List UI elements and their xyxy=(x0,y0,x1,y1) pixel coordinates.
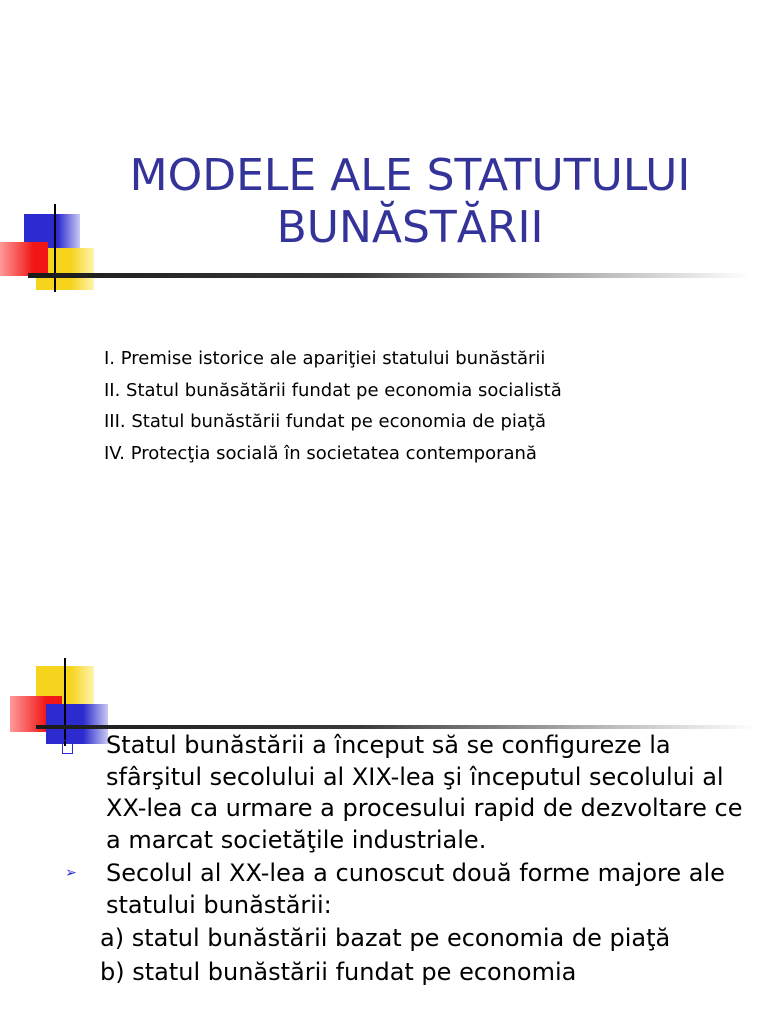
bullet-text: Secolul al XX-lea a cunoscut două forme majore ale statului bunăstării: xyxy=(106,859,725,919)
arrow-bullet-icon: ➢ xyxy=(65,865,77,881)
outline-item: II. Statul bunăsătării fundat pe economia socialistă xyxy=(104,379,562,401)
red-square xyxy=(0,242,48,276)
outline-item: IV. Protecţia socială în societatea contemporană xyxy=(104,442,537,464)
title-rule xyxy=(28,273,750,278)
sub-item: b) statul bunăstării fundat pe economia xyxy=(100,957,577,986)
sub-item: a) statul bunăstării bazat pe economia de piaţă xyxy=(100,924,671,952)
title-line-2: BUNĂSTĂRII xyxy=(276,202,544,253)
bullet-text: Statul bunăstării a început să se configureze la sfârşitul secolului al XIX-lea şi începutul secolului al XX-lea ca urmare a procesului rapid de dezvoltare ce a marcat societăţile industriale. xyxy=(106,731,743,854)
bullet-item xyxy=(56,730,756,856)
square-bullet-icon xyxy=(62,740,73,754)
slide2-bullet-list xyxy=(56,730,756,990)
vertical-line xyxy=(54,204,56,292)
outline-item: III. Statul bunăstării fundat pe economia de piaţă xyxy=(104,411,547,432)
outline-item: I. Premise istorice ale apariţiei statului bunăstării xyxy=(104,348,546,369)
title-rule xyxy=(36,725,756,729)
bullet-item xyxy=(56,858,756,921)
outline-list xyxy=(104,345,562,471)
slide-title xyxy=(60,150,760,254)
title-line-1: MODELE ALE STATUTULUI xyxy=(129,150,691,201)
